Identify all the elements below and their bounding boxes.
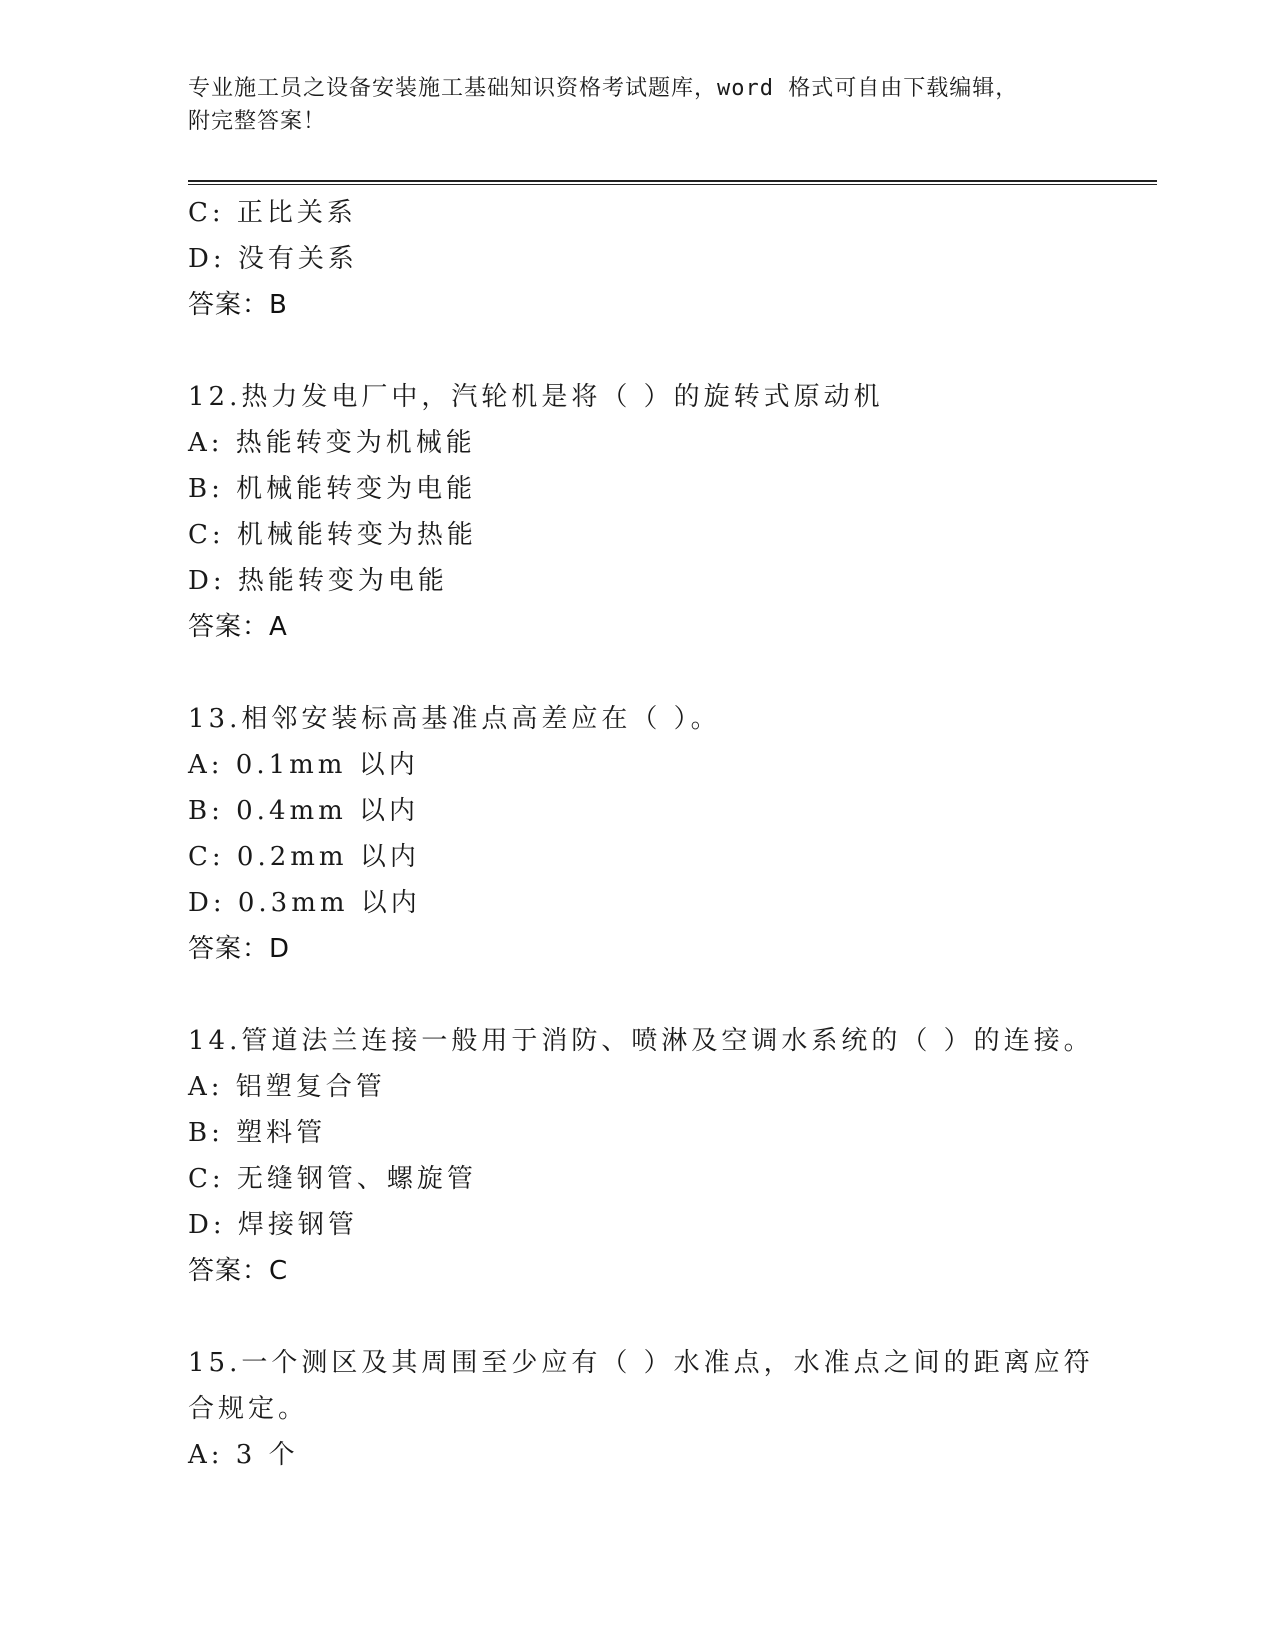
header-divider-thick xyxy=(188,180,1157,182)
document-header xyxy=(188,72,1088,138)
option-d: D: 焊接钢管 xyxy=(188,1210,358,1240)
header-line-1: 专业施工员之设备安装施工基础知识资格考试题库，word 格式可自由下载编辑， xyxy=(188,76,1019,101)
option-c: C: 0.2mm 以内 xyxy=(188,842,420,872)
question-stem: 15.一个测区及其周围至少应有（ ）水准点，水准点之间的距离应符 xyxy=(188,1348,1094,1378)
answer-line: 答案：D xyxy=(188,934,291,964)
option-d: D: 没有关系 xyxy=(188,244,358,274)
question-stem: 14.管道法兰连接一般用于消防、喷淋及空调水系统的（ ）的连接。 xyxy=(188,1026,1094,1056)
question-stem: 13.相邻安装标高基准点高差应在（ ）。 xyxy=(188,704,721,734)
question-14 xyxy=(188,1018,1094,1294)
spacer xyxy=(188,328,1088,374)
spacer xyxy=(188,650,1088,696)
option-a: A: 3 个 xyxy=(188,1440,299,1470)
question-stem-continued: 合规定。 xyxy=(188,1394,309,1424)
question-list xyxy=(188,190,1094,1478)
answer-line: 答案：A xyxy=(188,612,288,642)
spacer xyxy=(188,1294,1088,1340)
option-a: A: 0.1mm 以内 xyxy=(188,750,419,780)
question-11-partial xyxy=(188,190,1088,328)
option-c: C: 正比关系 xyxy=(188,198,357,228)
option-a: A: 热能转变为机械能 xyxy=(188,428,476,458)
question-15 xyxy=(188,1340,1094,1478)
option-b: B: 机械能转变为电能 xyxy=(188,474,477,504)
header-line-2: 附完整答案！ xyxy=(188,109,327,134)
option-b: B: 0.4mm 以内 xyxy=(188,796,420,826)
header-divider-thin xyxy=(188,184,1157,185)
option-c: C: 无缝钢管、螺旋管 xyxy=(188,1164,477,1194)
option-d: D: 热能转变为电能 xyxy=(188,566,448,596)
spacer xyxy=(188,972,1088,1018)
question-13 xyxy=(188,696,1088,972)
answer-line: 答案：C xyxy=(188,1256,289,1286)
option-a: A: 铝塑复合管 xyxy=(188,1072,386,1102)
option-b: B: 塑料管 xyxy=(188,1118,327,1148)
answer-line: 答案：B xyxy=(188,290,288,320)
question-12 xyxy=(188,374,1088,650)
question-stem: 12.热力发电厂中，汽轮机是将（ ）的旋转式原动机 xyxy=(188,382,884,412)
option-c: C: 机械能转变为热能 xyxy=(188,520,477,550)
option-d: D: 0.3mm 以内 xyxy=(188,888,421,918)
